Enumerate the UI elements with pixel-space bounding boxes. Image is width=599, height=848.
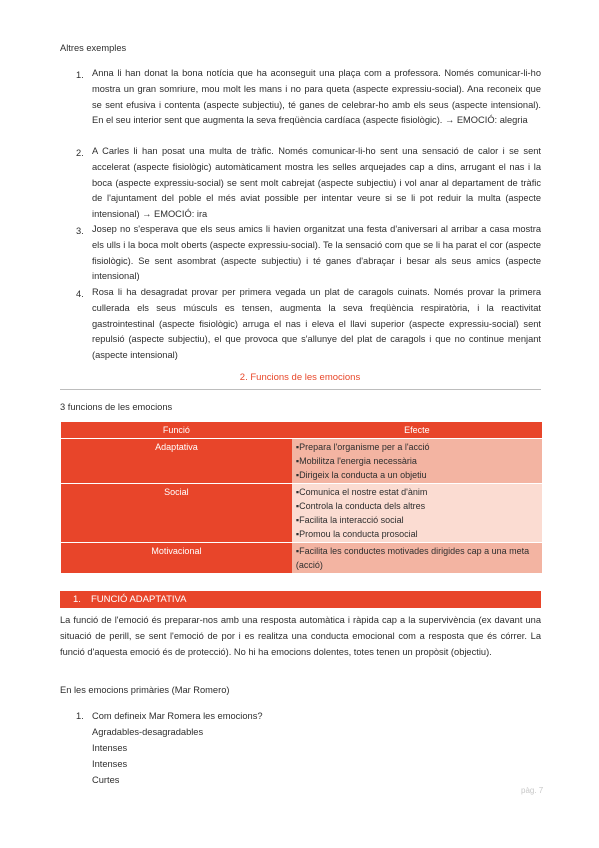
table-row <box>61 543 542 574</box>
answer-item: Intenses <box>92 743 128 753</box>
table-row <box>61 439 542 484</box>
question-text: Com defineix Mar Romera les emocions? <box>92 711 263 721</box>
section-divider <box>60 389 541 390</box>
effects-social <box>292 484 542 543</box>
banner-number: 1. <box>73 594 81 605</box>
functions-table <box>61 422 542 574</box>
effect-item: ▪Dirigeix la conducta a un objetiu <box>295 470 427 480</box>
effect-item: ▪Mobilitza l'energia necessària <box>295 456 417 466</box>
effect-item: ▪Promou la conducta prosocial <box>295 529 418 539</box>
banner-title: FUNCIÓ ADAPTATIVA <box>90 594 187 605</box>
effects-adaptive <box>292 439 542 484</box>
function-social: Social <box>61 484 292 543</box>
example-1-text: Anna li han donat la bona notícia que ha aconseguit una plaça com a professora. Només comunicar-li-ho mostra un gran somriure, mou molt les mans i no para queta (aspecte expressiu-social). Ana reconeix que se sent efusiva i contenta (aspecte subjectiu), té ganes de celebrar-ho amb els seus (aspecte intensional). En el seu interior sent que augmenta la seva freqüència cardíaca (aspecte fisiològic). → EMOCIÓ: alegria <box>92 68 541 126</box>
question-number: 1. <box>76 711 84 721</box>
example-3-number: 3. <box>76 226 84 236</box>
effect-item: ▪Comunica el nostre estat d'ànim <box>295 487 428 497</box>
effect-item: ▪Facilita la interacció social <box>295 515 404 525</box>
example-4-text: Rosa li ha desagradat provar per primera vegada un plat de caragols cuinats. Només provar la primera cullerada els seus músculs es tensen, augmenta la seva freqüència respiratòria, i la reactivitat gastrointestinal (aspecte fisiològic) arruga el nas i eleva el llavi superior (aspecte expressiu-social) sent repulsió (aspecte subjectiu), el que provoca que s'allunye del plat de caragols i que no continue menjant (aspecte intensional) <box>92 287 541 361</box>
example-2-number: 2. <box>76 148 84 158</box>
section-banner-adaptive <box>60 591 541 608</box>
intro-heading: Altres exemples <box>60 43 127 53</box>
example-1-number: 1. <box>76 70 84 80</box>
table-row <box>61 484 542 543</box>
primary-emotions-intro: En les emocions primàries (Mar Romero) <box>60 685 230 695</box>
example-4-number: 4. <box>76 289 84 299</box>
effects-motivational <box>292 543 542 574</box>
effect-item: ▪Controla la conducta dels altres <box>295 501 426 511</box>
header-function: Funció <box>61 422 292 439</box>
adaptive-paragraph: La funció de l'emoció és preparar-nos amb una resposta automàtica i ràpida cap a la supervivència (ex davant una situació de perill, se sent l'emoció de por i es realitza una conducta emocional com a resposta que és córrer. La funció d'aquesta emoció és de protecció). No hi ha emocions dolentes, totes tenen un propòsit (objectiu). <box>60 615 541 657</box>
example-3-text: Josep no s'esperava que els seus amics li havien organitzat una festa d'aniversari al arribar a casa mostra els ulls i la boca molt oberts (aspecte expressiu-social). Te la sensació com que se li ha parat el cor (aspecte fisiològic). Se sent asombrat (aspecte subjectiu) i té ganes d'abraçar i besar als seus amics (aspecte intensional) <box>92 224 541 282</box>
answer-item: Agradables-desagradables <box>92 727 204 737</box>
functions-intro: 3 funcions de les emocions <box>60 402 173 412</box>
function-motivational: Motivacional <box>61 543 292 574</box>
effect-item: ▪Facilita les conductes motivades dirigides cap a una meta (acció) <box>295 546 530 570</box>
effect-item: ▪Prepara l'organisme per a l'acció <box>295 442 430 452</box>
table-header-row <box>61 422 542 439</box>
page-number: pàg. 7 <box>521 786 544 795</box>
answer-item: Curtes <box>92 775 120 785</box>
header-effect: Efecte <box>292 422 542 439</box>
answer-item: Intenses <box>92 759 128 769</box>
example-2-text: A Carles li han posat una multa de tràfic. Només comunicar-li-ho sent una sensació de calor i se sent accelerat (aspecte fisiològic) automàticament mostra les selles arquejades cap a dins, arrugant el nas i la boca (aspecte expressiu-social) se sent molt cabrejat (aspecte subjectiu) i vol anar al departament de tràfic de l'ajuntament del poble el més aviat possible per intentar veure si se li pot reduir la multa (aspecte intensional) → EMOCIÓ: ira <box>92 146 541 220</box>
section-heading-functions: 2. Funcions de les emocions <box>239 372 361 383</box>
function-adaptive: Adaptativa <box>61 439 292 484</box>
